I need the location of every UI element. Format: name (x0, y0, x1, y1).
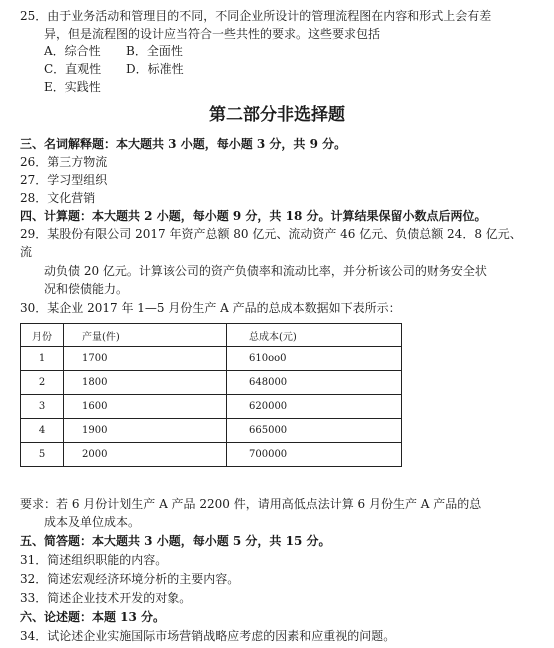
table-cell-output: 1900 (64, 419, 227, 443)
q26: 26．第三方物流 (20, 155, 108, 169)
table-cell-total-cost: 610oo0 (227, 347, 402, 371)
table-header-total-cost: 总成本(元) (227, 324, 402, 347)
q32: 32．简述宏观经济环境分析的主要内容。 (20, 572, 240, 586)
q30-requirement-line1: 要求：若 6 月份计划生产 A 产品 2200 件，请用高低点法计算 6 月份生产 A 产品的总 (20, 497, 482, 511)
table-cell-total-cost: 700000 (227, 443, 402, 467)
part2-title: 第二部分非选择题 (209, 105, 345, 125)
q25-line2: 异，但是流程图的设计应当符合一些共性的要求。这些要求包括 (44, 27, 381, 41)
q34: 34．试论述企业实施国际市场营销战略应考虑的因素和应重视的问题。 (20, 629, 396, 643)
q25-option-a: A．综合性 (44, 44, 101, 58)
q28: 28．文化营销 (20, 191, 96, 205)
q25-line1: 25．由于业务活动和管理目的不同，不同企业所设计的管理流程图在内容和形式上会有差 (20, 9, 492, 23)
table-cell-total-cost: 665000 (227, 419, 402, 443)
section4-heading: 四、计算题：本大题共 2 小题，每小题 9 分，共 18 分。计算结果保留小数点后两位。 (20, 209, 487, 223)
q29-line1: 29．某股份有限公司 2017 年资产总额 80 亿元、流动资产 46 亿元、负债总额 24．8 亿元、 (20, 227, 522, 241)
table-cell-output: 1800 (64, 371, 227, 395)
table-row (21, 395, 402, 419)
table-row (21, 371, 402, 395)
q30-requirement-line2: 成本及单位成本。 (44, 515, 141, 529)
table-row (21, 443, 402, 467)
q33: 33．简述企业技术开发的对象。 (20, 591, 192, 605)
table-cell-month: 4 (21, 419, 64, 443)
table-cell-output: 1700 (64, 347, 227, 371)
q27: 27．学习型组织 (20, 173, 108, 187)
table-row (21, 419, 402, 443)
table-cell-month: 3 (21, 395, 64, 419)
section3-heading: 三、名词解释题：本大题共 3 小题，每小题 3 分，共 9 分。 (20, 137, 347, 151)
table-cell-month: 1 (21, 347, 64, 371)
q30-line1: 30．某企业 2017 年 1—5 月份生产 A 产品的总成本数据如下表所示： (20, 301, 401, 315)
q25-option-d: D．标准性 (126, 62, 184, 76)
table-cell-total-cost: 620000 (227, 395, 402, 419)
table-cell-month: 5 (21, 443, 64, 467)
table-cell-output: 2000 (64, 443, 227, 467)
q31: 31．简述组织职能的内容。 (20, 553, 168, 567)
table-row (21, 347, 402, 371)
cost-table (20, 323, 402, 467)
table-header-month: 月份 (21, 324, 64, 347)
q29-line3: 况和偿债能力。 (44, 282, 129, 296)
q25-option-b: B．全面性 (126, 44, 183, 58)
section6-heading: 六、论述题：本题 13 分。 (20, 610, 166, 624)
table-cell-total-cost: 648000 (227, 371, 402, 395)
q25-option-c: C．直观性 (44, 62, 102, 76)
q29-line2: 动负债 20 亿元。计算该公司的资产负债率和流动比率，并分析该公司的财务安全状 (44, 264, 487, 278)
table-cell-output: 1600 (64, 395, 227, 419)
table-header-output: 产量(件) (64, 324, 227, 347)
q29-line1-wrap: 流 (20, 245, 33, 259)
q25-option-e: E．实践性 (44, 80, 101, 94)
section5-heading: 五、简答题：本大题共 3 小题，每小题 5 分，共 15 分。 (20, 534, 331, 548)
table-header-row (21, 324, 402, 347)
table-cell-month: 2 (21, 371, 64, 395)
